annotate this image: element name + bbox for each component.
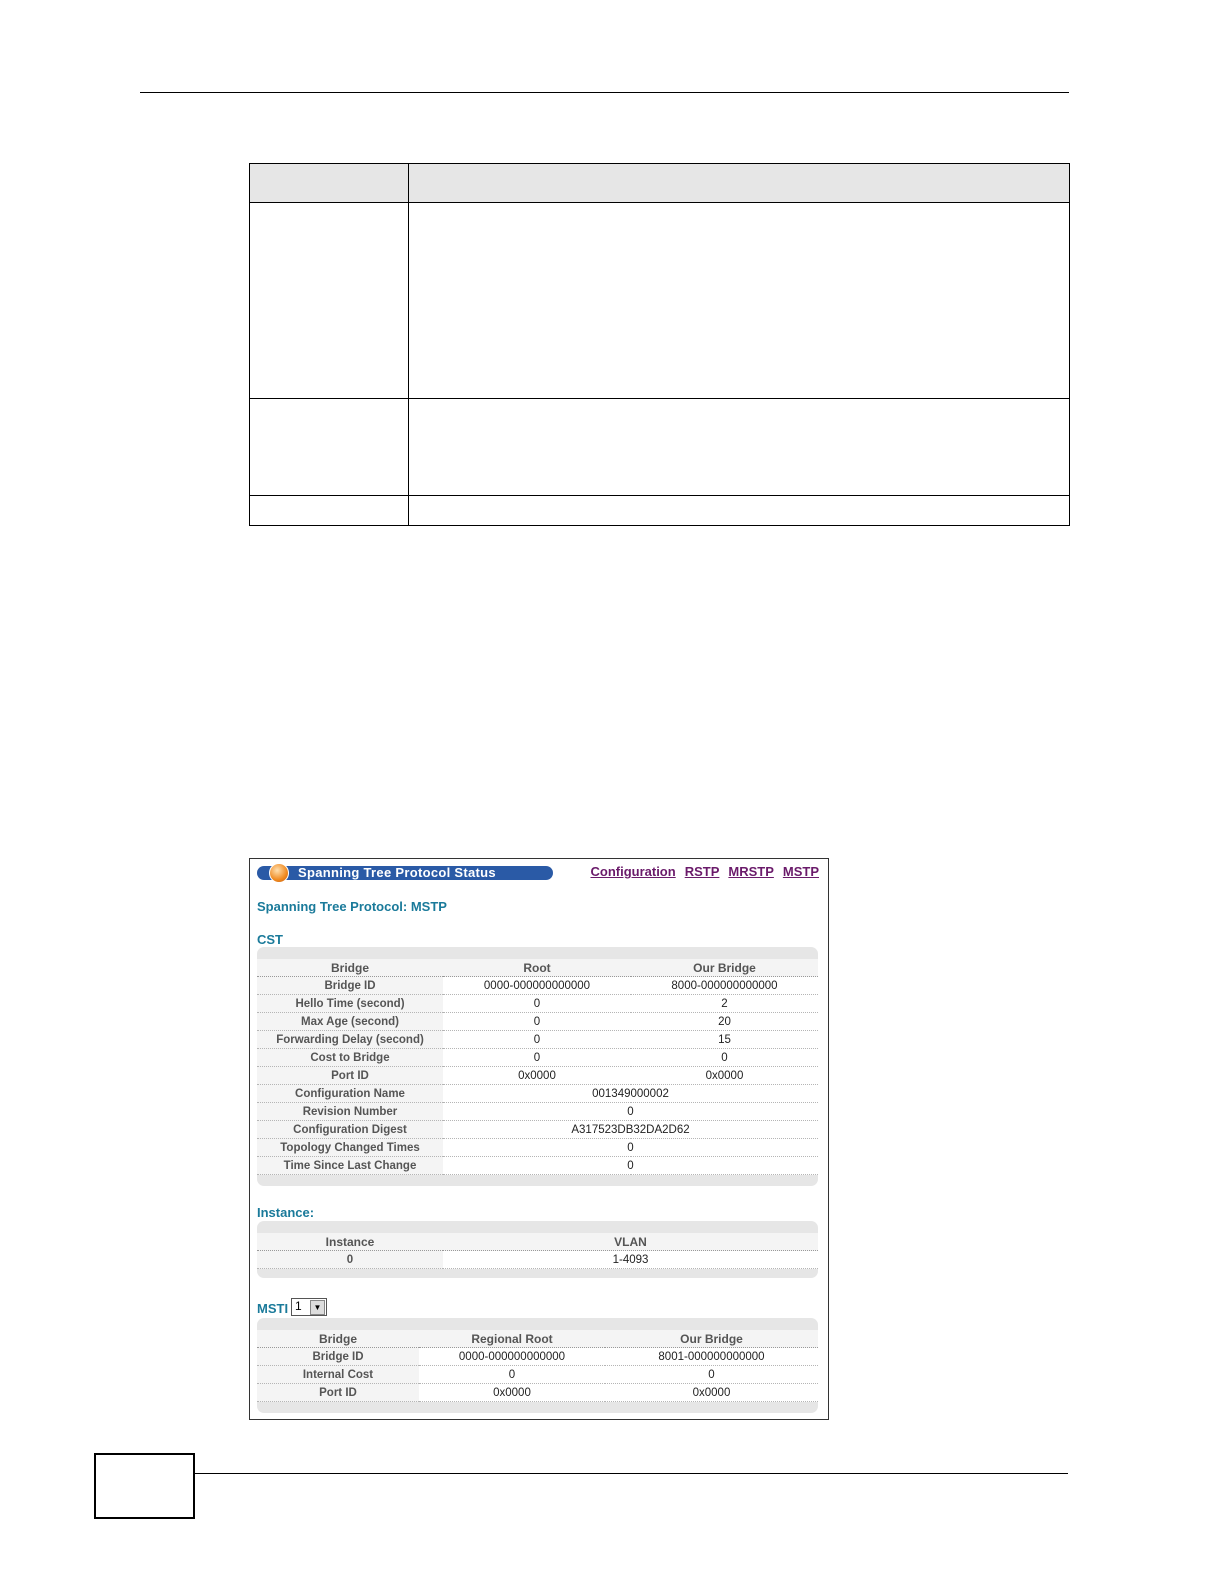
root-value: 0 bbox=[443, 1031, 631, 1049]
row-label: Bridge ID bbox=[257, 977, 443, 995]
row-label: Hello Time (second) bbox=[257, 995, 443, 1013]
root-value: 0 bbox=[419, 1366, 605, 1384]
title-bar bbox=[257, 866, 553, 880]
row-label: Port ID bbox=[257, 1384, 419, 1402]
instance-heading: Instance: bbox=[257, 1205, 315, 1220]
cst-panel bbox=[257, 947, 818, 1186]
msti-panel bbox=[257, 1318, 818, 1413]
table-row bbox=[257, 1049, 818, 1067]
root-value: 0 bbox=[443, 995, 631, 1013]
row-label: Configuration Name bbox=[257, 1085, 443, 1103]
table-row bbox=[257, 1366, 818, 1384]
msti-select[interactable] bbox=[291, 1298, 327, 1316]
table-row bbox=[257, 1031, 818, 1049]
row-value: 0 bbox=[443, 1157, 818, 1175]
table-row bbox=[250, 399, 1070, 496]
mrstp-link[interactable]: MRSTP bbox=[728, 864, 774, 879]
root-value: 0000-000000000000 bbox=[419, 1348, 605, 1366]
our-value: 0 bbox=[631, 1049, 818, 1067]
page-number-box bbox=[94, 1453, 195, 1519]
col-our-bridge: Our Bridge bbox=[605, 1330, 818, 1348]
col-vlan: VLAN bbox=[443, 1233, 818, 1251]
table-row bbox=[257, 977, 818, 995]
our-value: 0x0000 bbox=[605, 1384, 818, 1402]
table-row bbox=[257, 1121, 818, 1139]
instance-table bbox=[257, 1233, 818, 1269]
table-row bbox=[257, 1348, 818, 1366]
mstp-link[interactable]: MSTP bbox=[782, 864, 819, 879]
table-header-row bbox=[257, 1330, 818, 1348]
row-value: A317523DB32DA2D62 bbox=[443, 1121, 818, 1139]
table-row bbox=[257, 1067, 818, 1085]
root-value: 0 bbox=[443, 1013, 631, 1031]
our-value: 2 bbox=[631, 995, 818, 1013]
root-value: 0x0000 bbox=[419, 1384, 605, 1402]
nav-links bbox=[581, 864, 819, 879]
table-header-row bbox=[257, 959, 818, 977]
row-label: Time Since Last Change bbox=[257, 1157, 443, 1175]
header-rule bbox=[140, 92, 1069, 93]
our-value: 20 bbox=[631, 1013, 818, 1031]
status-orb-icon bbox=[269, 863, 289, 883]
our-value: 8001-000000000000 bbox=[605, 1348, 818, 1366]
row-label: Cost to Bridge bbox=[257, 1049, 443, 1067]
cst-heading: CST bbox=[257, 932, 283, 947]
root-value: 0x0000 bbox=[443, 1067, 631, 1085]
row-value: 0 bbox=[443, 1103, 818, 1121]
row-label: Bridge ID bbox=[257, 1348, 419, 1366]
our-value: 0 bbox=[605, 1366, 818, 1384]
table-header-row bbox=[250, 164, 1070, 203]
rstp-link[interactable]: RSTP bbox=[684, 864, 720, 879]
page-title: Spanning Tree Protocol Status bbox=[298, 865, 496, 880]
msti-label: MSTI bbox=[257, 1301, 289, 1316]
table-row bbox=[257, 1384, 818, 1402]
instance-value: 0 bbox=[257, 1251, 443, 1269]
table-header-row bbox=[257, 1233, 818, 1251]
row-label: Internal Cost bbox=[257, 1366, 419, 1384]
root-value: 0 bbox=[443, 1049, 631, 1067]
our-value: 0x0000 bbox=[631, 1067, 818, 1085]
col-root: Root bbox=[443, 959, 631, 977]
footer-rule bbox=[193, 1473, 1068, 1474]
row-value: 001349000002 bbox=[443, 1085, 818, 1103]
table-row bbox=[257, 1157, 818, 1175]
row-label: Forwarding Delay (second) bbox=[257, 1031, 443, 1049]
stp-status-screenshot bbox=[249, 858, 829, 1420]
protocol-heading: Spanning Tree Protocol: MSTP bbox=[257, 899, 447, 914]
table-row bbox=[250, 203, 1070, 399]
our-value: 8000-000000000000 bbox=[631, 977, 818, 995]
msti-table bbox=[257, 1330, 818, 1402]
chevron-down-icon[interactable]: ▼ bbox=[310, 1300, 325, 1315]
row-label: Port ID bbox=[257, 1067, 443, 1085]
cst-table bbox=[257, 959, 818, 1175]
table-row bbox=[257, 1251, 818, 1269]
col-instance: Instance bbox=[257, 1233, 443, 1251]
table-row bbox=[257, 1085, 818, 1103]
row-label: Topology Changed Times bbox=[257, 1139, 443, 1157]
root-value: 0000-000000000000 bbox=[443, 977, 631, 995]
row-value: 0 bbox=[443, 1139, 818, 1157]
our-value: 15 bbox=[631, 1031, 818, 1049]
table-row bbox=[257, 1013, 818, 1031]
msti-selected-value: 1 bbox=[295, 1299, 302, 1313]
table-row bbox=[257, 995, 818, 1013]
col-regional-root: Regional Root bbox=[419, 1330, 605, 1348]
table-row bbox=[257, 1103, 818, 1121]
table-row bbox=[257, 1139, 818, 1157]
row-label: Max Age (second) bbox=[257, 1013, 443, 1031]
description-table bbox=[249, 163, 1070, 526]
col-bridge: Bridge bbox=[257, 1330, 419, 1348]
instance-panel bbox=[257, 1221, 818, 1278]
col-bridge: Bridge bbox=[257, 959, 443, 977]
row-label: Configuration Digest bbox=[257, 1121, 443, 1139]
table-row bbox=[250, 496, 1070, 526]
vlan-value: 1-4093 bbox=[443, 1251, 818, 1269]
col-our-bridge: Our Bridge bbox=[631, 959, 818, 977]
configuration-link[interactable]: Configuration bbox=[590, 864, 676, 879]
row-label: Revision Number bbox=[257, 1103, 443, 1121]
